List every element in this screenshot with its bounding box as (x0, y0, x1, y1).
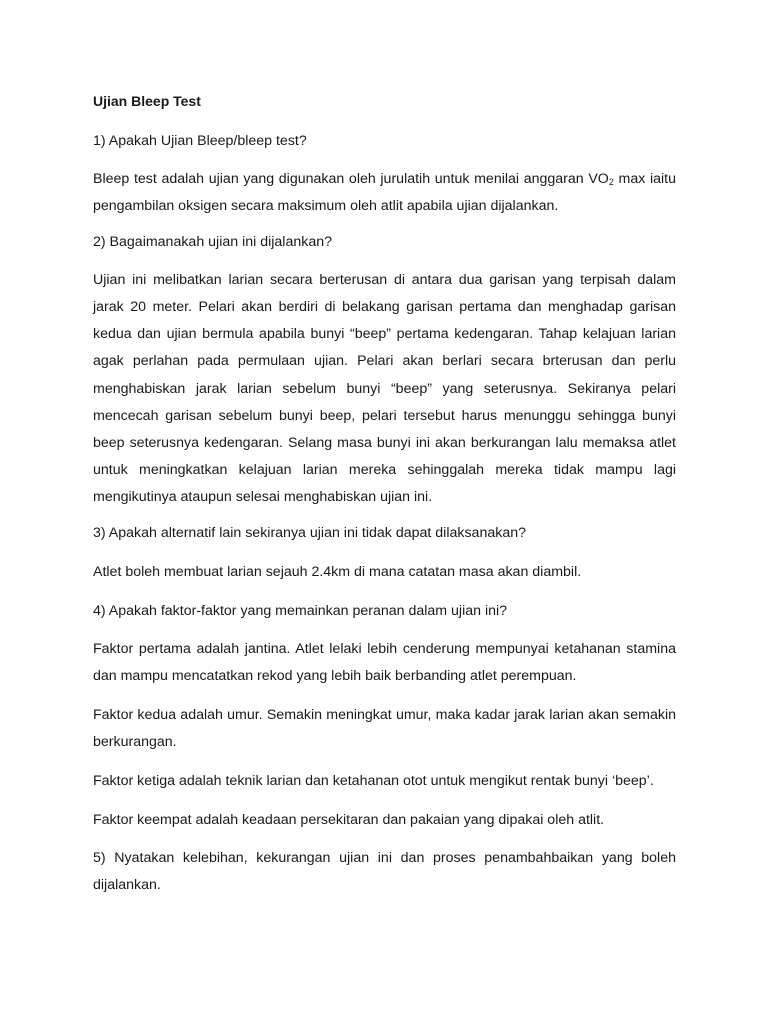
question-3: 3) Apakah alternatif lain sekiranya ujian ini tidak dapat dilaksanakan? (93, 525, 526, 542)
answer-1-text-b: max iaitu pengambilan oksigen secara maksimum oleh atlit apabila ujian dijalankan. (93, 171, 677, 215)
answer-1-subscript: 2 (608, 177, 614, 187)
answer-1-text-a: Bleep test adalah ujian yang digunakan oleh jurulatih untuk menilai anggaran VO (93, 171, 609, 187)
question-4: 4) Apakah faktor-faktor yang memainkan peranan dalam ujian ini? (93, 603, 508, 620)
answer-4-factor-3: Faktor ketiga adalah teknik larian dan ketahanan otot untuk mengikut rentak bunyi ‘beep’. (93, 773, 654, 790)
answer-1 (93, 166, 676, 220)
document-title: Ujian Bleep Test (93, 93, 201, 109)
answer-4-factor-2: Faktor kedua adalah umur. Semakin meningkat umur, maka kadar jarak larian akan semakin berkurangan. (93, 707, 676, 751)
question-5: 5) Nyatakan kelebihan, kekurangan ujian ini dan proses penambahbaikan yang boleh dijalankan. (93, 849, 676, 893)
answer-2: Ujian ini melibatkan larian secara berterusan di antara dua garisan yang terpisah dalam jarak 20 meter. Pelari akan berdiri di belakang garisan pertama dan menghadap garisan kedua dan ujian bermula apabila bunyi “beep” pertama kedengaran. Tahap kelajuan larian agak perlahan pada permulaan ujian. Pelari akan berlari secara brterusan dan perlu menghabiskan jarak larian sebelum bunyi “beep” yang seterusnya. Sekiranya pelari mencecah garisan sebelum bunyi beep, pelari tersebut harus menunggu sehingga bunyi beep seterusnya kedengaran. Selang masa bunyi ini akan berkurangan lalu memaksa atlet untuk meningkatkan kelajuan larian mereka sehinggalah mereka tidak mampu lagi mengikutinya ataupun selesai menghabiskan ujian ini. (93, 272, 676, 505)
question-1: 1) Apakah Ujian Bleep/bleep test? (93, 133, 307, 149)
question-2: 2) Bagaimanakah ujian ini dijalankan? (93, 234, 332, 251)
answer-3: Atlet boleh membuat larian sejauh 2.4km di mana catatan masa akan diambil. (93, 564, 582, 581)
answer-4-factor-4: Faktor keempat adalah keadaan persekitaran dan pakaian yang dipakai oleh atlit. (93, 811, 605, 828)
answer-4-factor-1: Faktor pertama adalah jantina. Atlet lelaki lebih cenderung mempunyai ketahanan stamina dan mampu mencatatkan rekod yang lebih baik berbanding atlet perempuan. (93, 641, 676, 685)
